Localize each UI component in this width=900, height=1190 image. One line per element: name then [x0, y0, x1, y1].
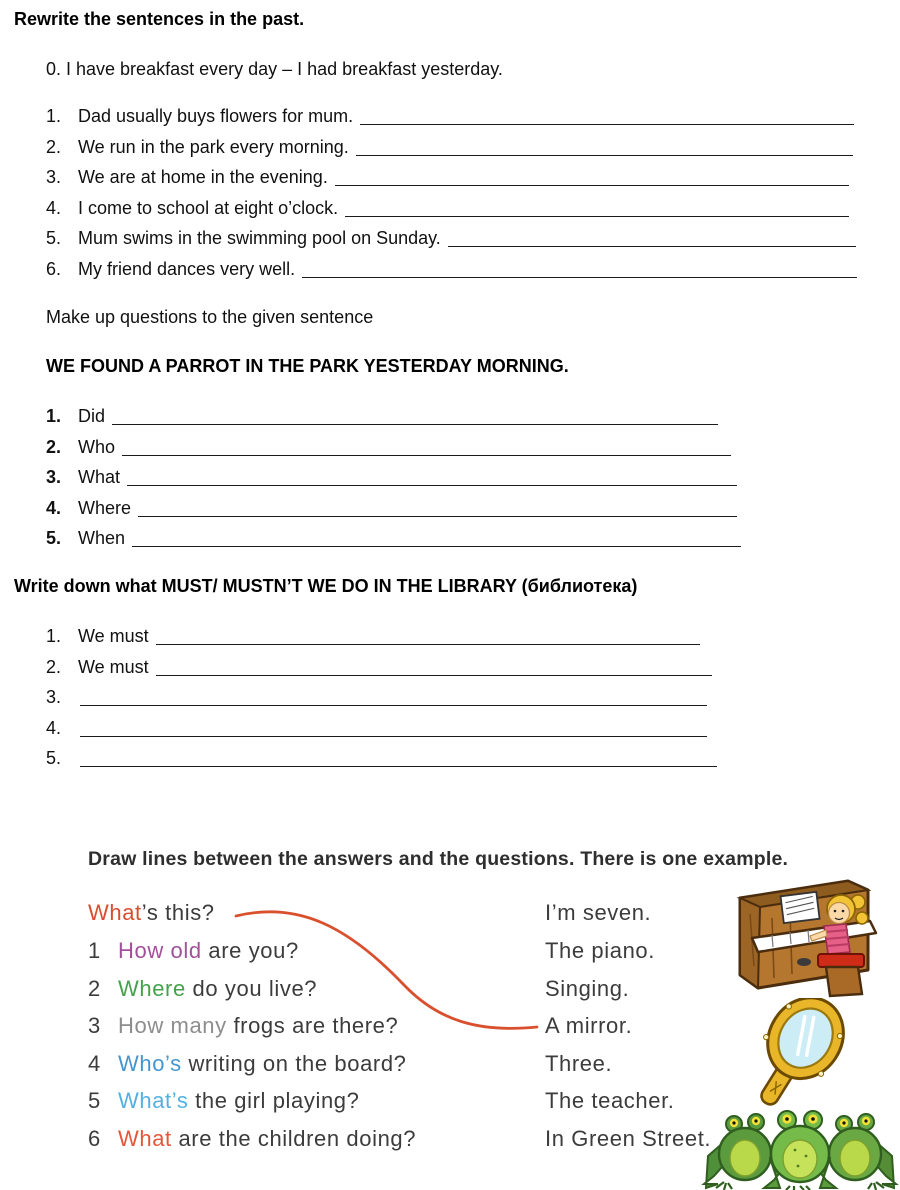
section-matching-heading: Draw lines between the answers and the questions. There is one example. [88, 848, 789, 870]
item-number: 5. [46, 748, 62, 768]
item-number: 4. [46, 198, 62, 218]
answer-blank[interactable] [156, 644, 700, 645]
matching-answer: The teacher. [545, 1088, 675, 1113]
frog-middle [764, 1111, 836, 1190]
question-row [46, 495, 737, 519]
answer-blank[interactable] [80, 705, 707, 706]
question-number: 1 [88, 938, 101, 963]
matching-answer: Three. [545, 1051, 613, 1076]
question-keyword: What [88, 900, 142, 925]
item-number: 6. [46, 259, 62, 279]
section-past-example: 0. I have breakfast every day – I had breakfast yesterday. [46, 59, 503, 79]
library-row [46, 715, 707, 739]
question-number: 4 [88, 1051, 101, 1076]
matching-answer: The piano. [545, 938, 655, 963]
item-prefix: We must [78, 626, 149, 646]
matching-question [88, 1013, 398, 1039]
three-frogs-illustration [700, 1098, 900, 1190]
question-row [46, 403, 718, 427]
section-library-heading: Write down what MUST/ MUSTN’T WE DO IN THE LIBRARY (библиотека) [14, 576, 638, 596]
question-rest: frogs are there? [226, 1013, 399, 1038]
item-number: 2. [46, 137, 62, 157]
item-number: 4. [46, 718, 62, 738]
rewrite-row [46, 164, 849, 188]
section-questions-intro: Make up questions to the given sentence [46, 307, 374, 327]
question-number: 2 [88, 976, 101, 1001]
question-keyword: Where [118, 976, 186, 1001]
question-word: Who [78, 437, 116, 457]
answer-blank[interactable] [138, 516, 737, 517]
rewrite-row [46, 134, 853, 158]
question-rest: ’s this? [141, 900, 215, 925]
item-number: 5. [46, 228, 62, 248]
matching-answer: Singing. [545, 976, 630, 1001]
library-row [46, 654, 712, 678]
question-keyword: What’s [118, 1088, 189, 1113]
question-word: What [78, 467, 121, 487]
question-keyword: How old [118, 938, 202, 963]
question-number: 6 [88, 1126, 101, 1151]
matching-question [88, 976, 317, 1002]
question-keyword: Who’s [118, 1051, 182, 1076]
matching-question [88, 1126, 416, 1152]
question-rest: are you? [201, 938, 299, 963]
question-keyword: How many [118, 1013, 227, 1038]
matching-question [88, 938, 299, 964]
item-number: 5. [46, 528, 62, 548]
item-number: 1. [46, 626, 62, 646]
question-row [46, 464, 737, 488]
item-number: 2. [46, 657, 62, 677]
section-questions-sentence: WE FOUND A PARROT IN THE PARK YESTERDAY MORNING. [46, 356, 569, 376]
answer-blank[interactable] [448, 246, 856, 247]
item-number: 1. [46, 106, 62, 126]
question-word: Did [78, 406, 106, 426]
answer-blank[interactable] [360, 124, 854, 125]
answer-blank[interactable] [122, 455, 731, 456]
item-number: 3. [46, 167, 62, 187]
frog-right [829, 1114, 896, 1190]
answer-blank[interactable] [335, 185, 849, 186]
answer-blank[interactable] [156, 675, 712, 676]
question-row [46, 525, 741, 549]
question-keyword: What [118, 1126, 172, 1151]
question-rest: are the children doing? [171, 1126, 417, 1151]
item-number: 1. [46, 406, 62, 426]
question-rest: do you live? [185, 976, 318, 1001]
library-row [46, 623, 700, 647]
item-text: Dad usually buys flowers for mum. [78, 106, 354, 126]
matching-answer: I’m seven. [545, 900, 652, 925]
item-number: 2. [46, 437, 62, 457]
item-text: Mum swims in the swimming pool on Sunday. [78, 228, 441, 248]
item-number: 4. [46, 498, 62, 518]
answer-blank[interactable] [112, 424, 718, 425]
question-row [46, 434, 731, 458]
item-text: We are at home in the evening. [78, 167, 328, 187]
question-word: When [78, 528, 126, 548]
item-prefix: We must [78, 657, 149, 677]
answer-blank[interactable] [80, 766, 717, 767]
item-text: I come to school at eight o’clock. [78, 198, 339, 218]
answer-blank[interactable] [345, 216, 849, 217]
rewrite-row [46, 103, 854, 127]
frog-left [704, 1114, 771, 1190]
answer-blank[interactable] [356, 155, 853, 156]
sheet-music [781, 892, 820, 923]
answer-blank[interactable] [80, 736, 707, 737]
question-rest: writing on the board? [181, 1051, 407, 1076]
matching-answer: In Green Street. [545, 1126, 712, 1151]
question-number: 3 [88, 1013, 101, 1038]
hand-mirror-illustration [733, 998, 889, 1106]
answer-blank[interactable] [132, 546, 741, 547]
matching-question-example [88, 900, 215, 926]
answer-blank[interactable] [127, 485, 737, 486]
answer-blank[interactable] [302, 277, 857, 278]
item-number: 3. [46, 687, 62, 707]
rewrite-row [46, 256, 857, 280]
question-rest: the girl playing? [188, 1088, 360, 1113]
library-row [46, 684, 707, 708]
matching-question [88, 1051, 407, 1077]
matching-question [88, 1088, 359, 1114]
piano-girl-illustration [720, 874, 896, 1000]
rewrite-row [46, 225, 856, 249]
item-text: My friend dances very well. [78, 259, 296, 279]
matching-answer: A mirror. [545, 1013, 633, 1038]
item-text: We run in the park every morning. [78, 137, 349, 157]
item-number: 3. [46, 467, 62, 487]
section-past-heading: Rewrite the sentences in the past. [14, 9, 305, 29]
rewrite-row [46, 195, 849, 219]
question-word: Where [78, 498, 132, 518]
library-row [46, 745, 717, 769]
question-number: 5 [88, 1088, 101, 1113]
